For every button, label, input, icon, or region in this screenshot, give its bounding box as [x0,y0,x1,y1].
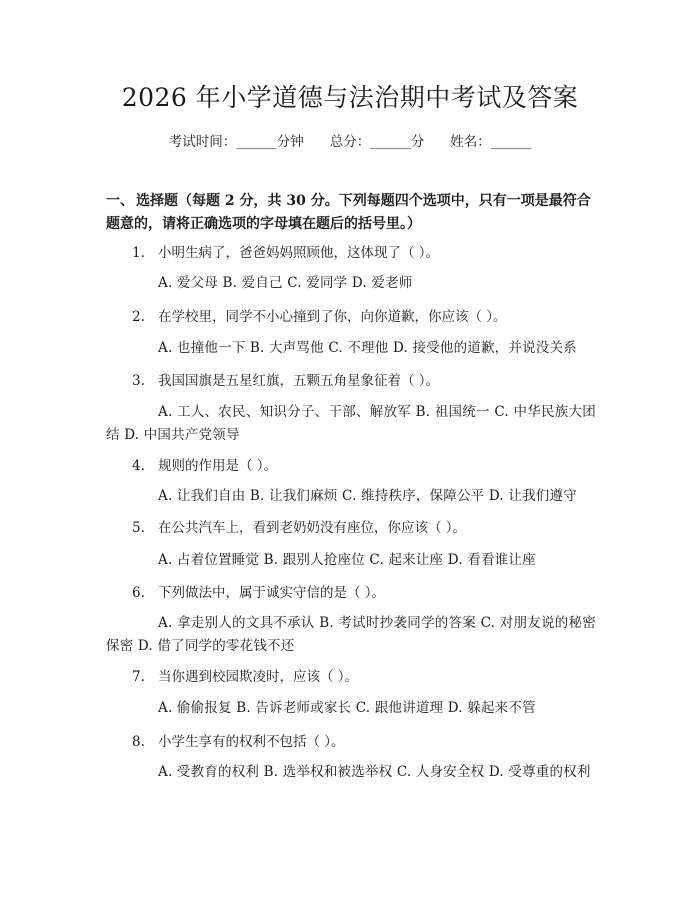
question-5 [132,518,592,538]
question-number: 2. [132,309,145,325]
total-score-field: 总分：______分 [329,134,425,150]
question-stem: 下列做法中，属于诚实守信的是（ ）。 [158,585,386,601]
exam-info-line [0,133,700,151]
question-6 [132,583,592,603]
question-6-options: A. 拿走别人的文具不承认 B. 考试时抄袭同学的答案 C. 对朋友说的秘密保密 D. 借了同学的零花钱不还 [106,615,596,654]
question-number: 1. [132,245,145,261]
question-1-options: A. 爱父母 B. 爱自己 C. 爱同学 D. 爱老师 [158,275,413,291]
question-7-options: A. 偷偷报复 B. 告诉老师或家长 C. 跟他讲道理 D. 躲起来不管 [158,700,536,716]
page-title: 2026 年小学道德与法治期中考试及答案 [121,83,579,112]
question-number: 3. [132,373,145,389]
section-heading [106,190,596,236]
question-3 [132,371,592,391]
question-number: 8. [132,734,145,750]
student-name-field: 姓名：______ [450,134,532,150]
question-number: 7. [132,669,145,685]
question-stem: 当你遇到校园欺凌时，应该（ ）。 [158,669,359,685]
question-stem: 规则的作用是（ ）。 [158,458,278,474]
question-1 [132,243,592,263]
question-number: 5. [132,520,145,536]
question-5-options: A. 占着位置睡觉 B. 跟别人抢座位 C. 起来让座 D. 看看谁让座 [158,552,536,568]
section-instructions: 选择题（每题 2 分，共 30 分。下列每题四个选项中，只有一项是最符合题意的，请将正确选项的字母填在题后的括号里。） [106,193,591,232]
question-2-options: A. 也撞他一下 B. 大声骂他 C. 不理他 D. 接受他的道歉，并说没关系 [158,340,577,356]
section-number: 一、 [106,193,134,209]
question-stem: 在公共汽车上，看到老奶奶没有座位，你应该（ ）。 [158,520,467,536]
question-number: 4. [132,458,145,474]
question-4 [132,456,592,476]
question-stem: 在学校里，同学不小心撞到了你，向你道歉，你应该（ ）。 [158,309,507,325]
question-stem: 小明生病了，爸爸妈妈照顾他，这体现了（ ）。 [158,245,440,261]
question-8-options: A. 受教育的权利 B. 选举权和被选举权 C. 人身安全权 D. 受尊重的权利 [158,764,591,780]
exam-time-field: 考试时间：______分钟 [168,134,304,150]
question-number: 6. [132,585,145,601]
question-4-options: A. 让我们自由 B. 让我们麻烦 C. 维持秩序，保障公平 D. 让我们遵守 [158,488,577,504]
question-2 [132,307,592,327]
question-stem: 小学生享有的权利不包括（ ）。 [158,734,345,750]
question-3-options: A. 工人、农民、知识分子、干部、解放军 B. 祖国统一 C. 中华民族大团结 D. 中国共产党领导 [106,404,596,443]
question-7 [132,667,592,687]
question-stem: 我国国旗是五星红旗，五颗五角星象征着（ ）。 [158,373,440,389]
question-8 [132,732,592,752]
